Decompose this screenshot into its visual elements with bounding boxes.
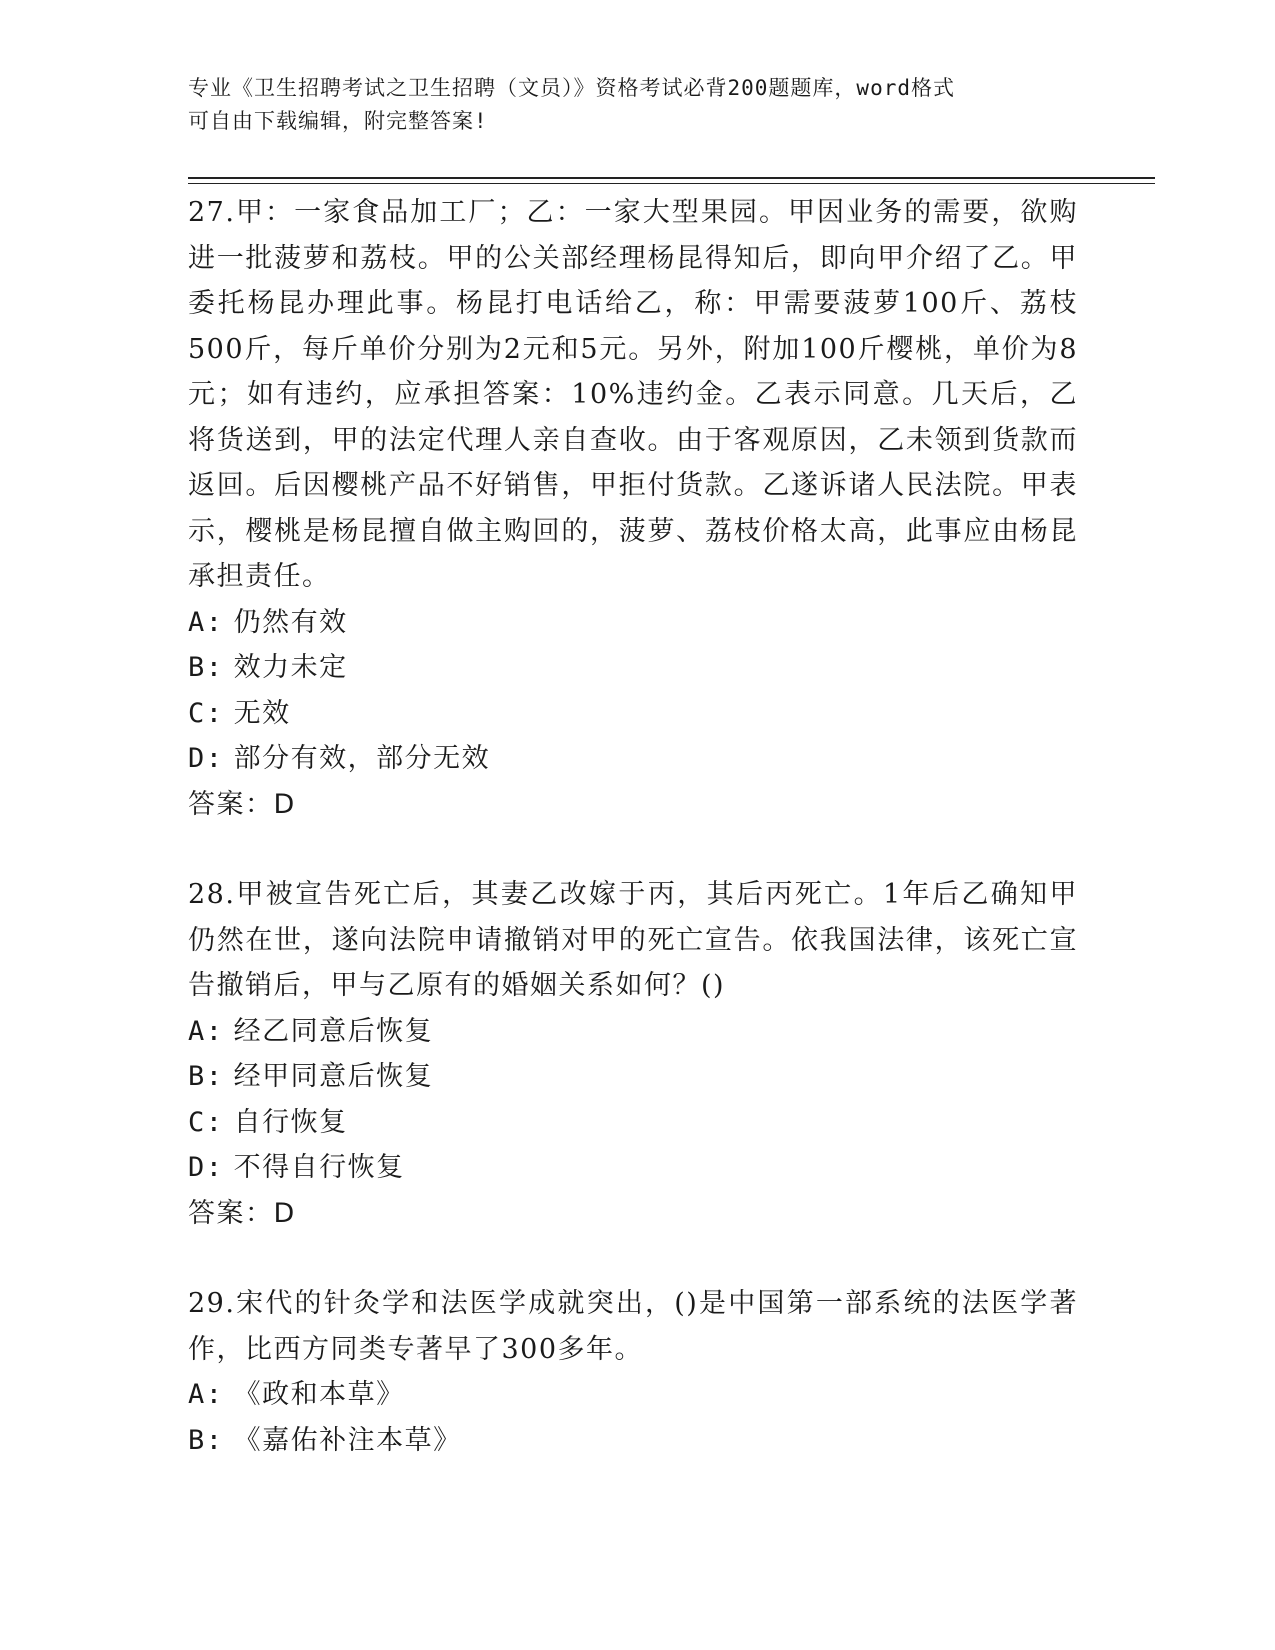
document-header: [188, 72, 1068, 138]
option-text: 效力未定: [233, 652, 348, 683]
option-letter: B:: [188, 652, 224, 683]
option-d: [188, 736, 1078, 782]
question-text: 28.甲被宣告死亡后，其妻乙改嫁于丙，其后丙死亡。1年后乙确知甲仍然在世，遂向法院申请撤销对甲的死亡宣告。依我国法律，该死亡宣告撤销后，甲与乙原有的婚姻关系如何？(): [188, 879, 1078, 1001]
option-letter: D:: [188, 1152, 224, 1183]
option-letter: B:: [188, 1061, 224, 1092]
option-text: 无效: [233, 697, 291, 729]
option-text: 仍然有效: [233, 606, 348, 638]
option-letter: A:: [188, 1015, 224, 1047]
option-c: [188, 691, 1078, 737]
question-28: [188, 872, 1078, 1236]
question-text: 29.宋代的针灸学和法医学成就突出，()是中国第一部系统的法医学著作，比西方同类专著早了300多年。: [188, 1288, 1078, 1365]
option-a: [188, 1372, 1078, 1418]
option-b: [188, 645, 1078, 691]
option-text: 自行恢复: [233, 1106, 348, 1138]
question-text: 27.甲：一家食品加工厂；乙：一家大型果园。甲因业务的需要，欲购进一批菠萝和荔枝。甲的公关部经理杨昆得知后，即向甲介绍了乙。甲委托杨昆办理此事。杨昆打电话给乙，称：甲需要菠萝100斤、荔枝500斤，每斤单价分别为2元和5元。另外，附加100斤樱桃，单价为8元；如有违约，应承担答案：10%违约金。乙表示同意。几天后，乙将货送到，甲的法定代理人亲自查收。由于客观原因，乙未领到货款而返回。后因樱桃产品不好销售，甲拒付货款。乙遂诉诸人民法院。甲表示，樱桃是杨昆擅自做主购回的，菠萝、荔枝价格太高，此事应由杨昆承担责任。: [188, 197, 1078, 592]
option-letter: A:: [188, 1379, 224, 1410]
question-27: [188, 190, 1078, 827]
option-text: 不得自行恢复: [233, 1152, 405, 1183]
answer-line: 答案：D: [188, 788, 296, 820]
answer-line: 答案：D: [188, 1197, 296, 1229]
option-b: [188, 1054, 1078, 1100]
option-text: 《政和本草》: [233, 1379, 405, 1410]
option-text: 部分有效，部分无效: [233, 743, 491, 774]
header-line-2: 可自由下载编辑，附完整答案!: [188, 109, 488, 133]
option-letter: C:: [188, 1106, 224, 1138]
option-letter: D:: [188, 743, 224, 774]
option-letter: B:: [188, 1424, 224, 1456]
option-b: [188, 1418, 1078, 1464]
option-text: 经乙同意后恢复: [233, 1015, 434, 1047]
option-letter: C:: [188, 697, 224, 729]
question-list: [188, 190, 1078, 1508]
header-divider-thin: [188, 183, 1155, 184]
header-line-1: 专业《卫生招聘考试之卫生招聘（文员）》资格考试必背200题题库，word格式: [188, 76, 955, 100]
option-c: [188, 1100, 1078, 1146]
question-29: [188, 1281, 1078, 1463]
option-text: 《嘉佑补注本草》: [233, 1424, 462, 1456]
option-a: [188, 600, 1078, 646]
option-d: [188, 1145, 1078, 1191]
option-a: [188, 1009, 1078, 1055]
option-letter: A:: [188, 606, 224, 638]
header-divider-thick: [188, 177, 1155, 179]
option-text: 经甲同意后恢复: [233, 1061, 434, 1092]
